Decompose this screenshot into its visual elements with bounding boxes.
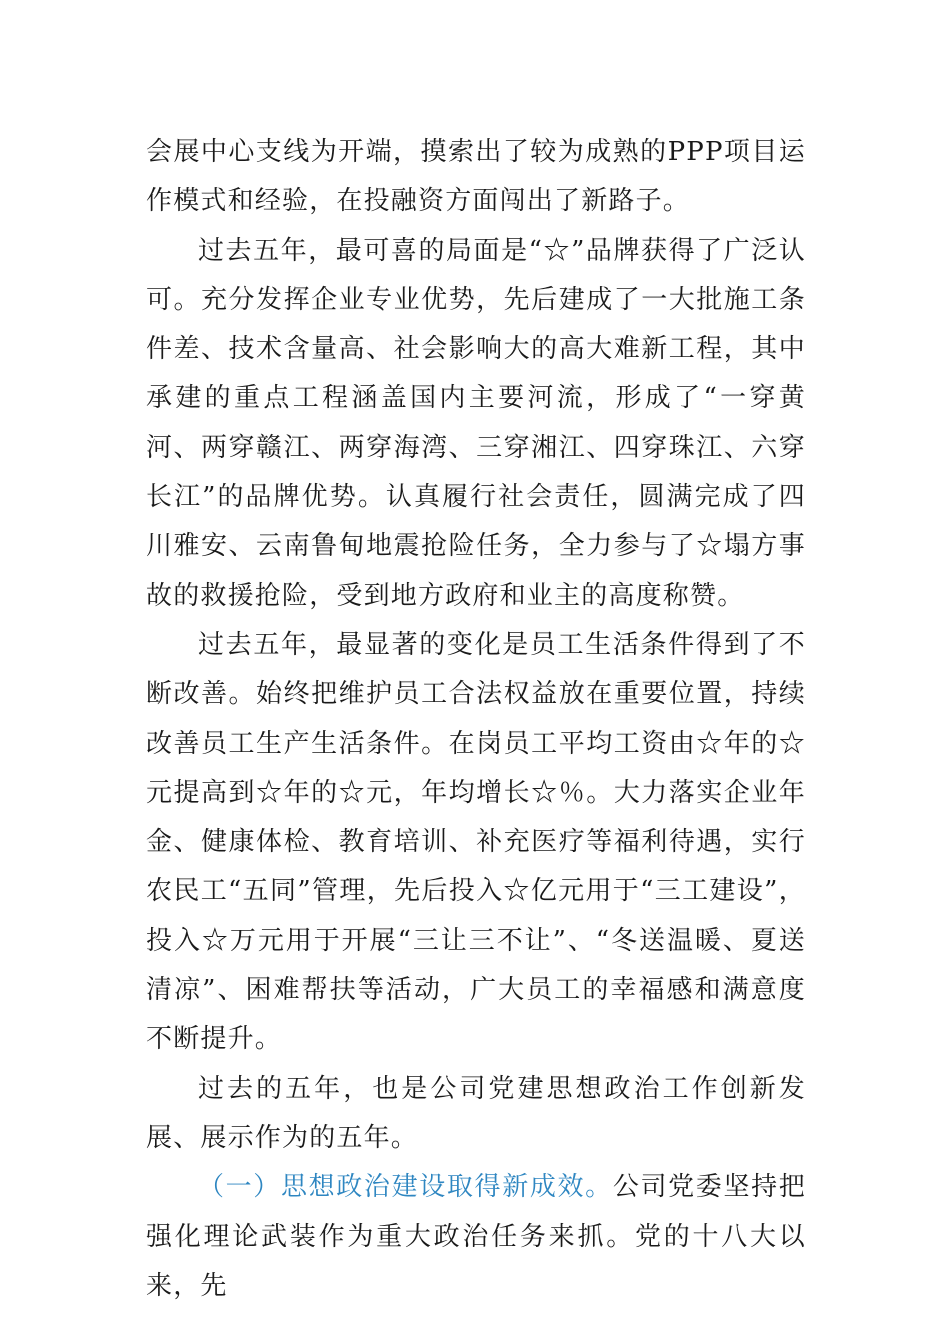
paragraph-1: 会展中心支线为开端，摸索出了较为成熟的PPP项目运作模式和经验，在投融资方面闯出了新路子。 [146,137,806,217]
document-body [146,128,806,1311]
paragraph-4: 过去的五年，也是公司党建思想政治工作创新发展、展示作为的五年。 [146,1073,806,1153]
paragraph-2: 过去五年，最可喜的局面是“☆”品牌获得了广泛认可。充分发挥企业专业优势，先后建成了一大批施工条件差、技术含量高、社会影响大的高大难新工程，其中承建的重点工程涵盖国内主要河流，形成了“一穿黄河、两穿赣江、两穿海湾、三穿湘江、四穿珠江、六穿长江”的品牌优势。认真履行社会责任，圆满完成了四川雅安、云南鲁甸地震抢险任务，全力参与了☆塌方事故的救援抢险，受到地方政府和业主的高度称赞。 [146,235,806,611]
paragraph-3: 过去五年，最显著的变化是员工生活条件得到了不断改善。始终把维护员工合法权益放在重要位置，持续改善员工生产生活条件。在岗员工平均工资由☆年的☆元提高到☆年的☆元，年均增长☆％。大力落实企业年金、健康体检、教育培训、补充医疗等福利待遇，实行农民工“五同”管理，先后投入☆亿元用于“三工建设”，投入☆万元用于开展“三让三不让”、“冬送温暖、夏送清凉”、困难帮扶等活动，广大员工的幸福感和满意度不断提升。 [146,629,806,1055]
section-heading: （一）思想政治建设取得新成效。 [198,1172,613,1203]
paragraph-5 [146,1163,806,1311]
paragraph-5-text: 公司党委坚持把强化理论武装作为重大政治任务来抓。党的十八大以来，先 [146,1172,806,1301]
